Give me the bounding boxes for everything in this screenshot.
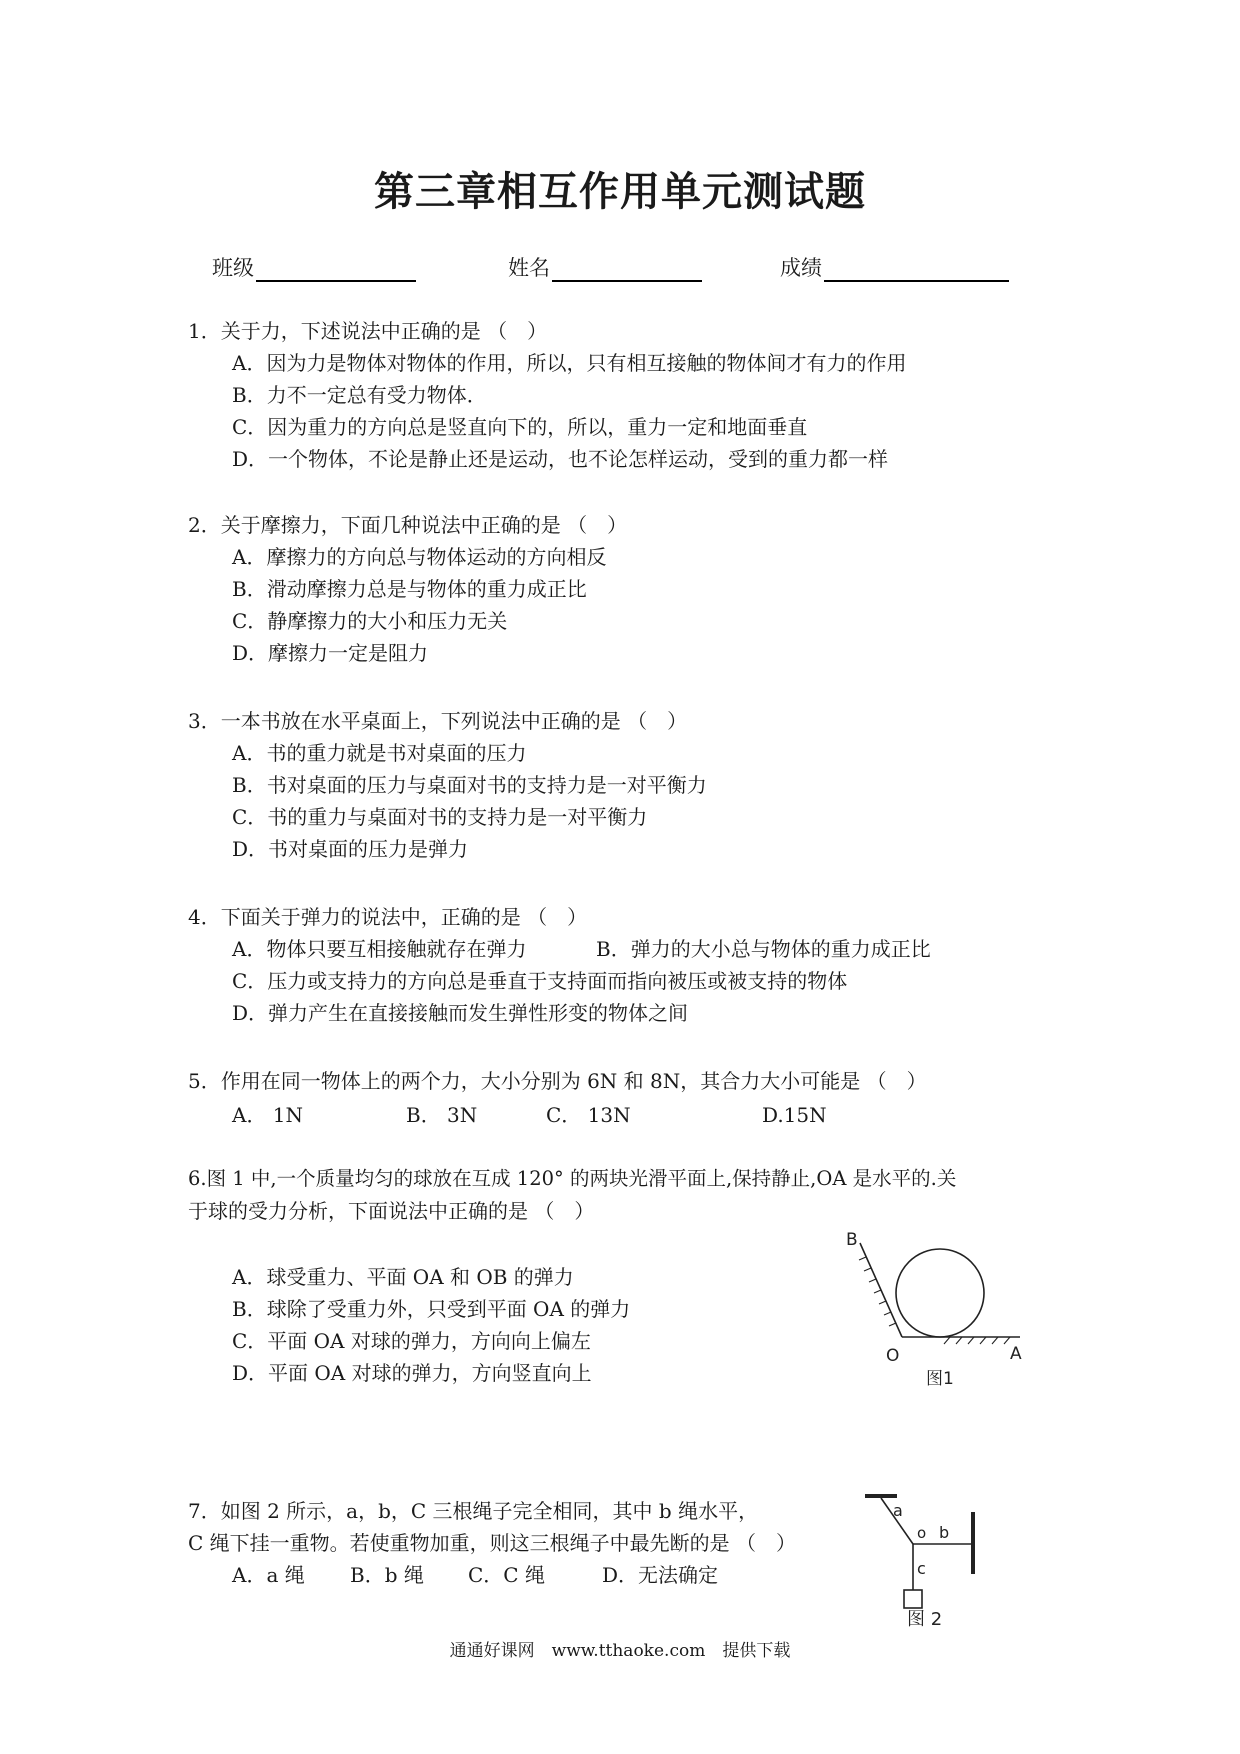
- question-5-option-a: A． 1N: [232, 1103, 304, 1127]
- question-7-option-d: D．无法确定: [602, 1563, 719, 1587]
- page-footer: 通通好课网 www.tthaoke.com 提供下载: [449, 1641, 791, 1661]
- figure-1-label-o: O: [886, 1346, 900, 1366]
- score-blank[interactable]: [824, 260, 1009, 282]
- question-3-option-d: D．书对桌面的压力是弹力: [232, 837, 469, 861]
- figure-2-rope-system: [855, 1490, 995, 1630]
- question-6-option-b: B．球除了受重力外，只受到平面 OA 的弹力: [232, 1297, 631, 1321]
- question-6-option-d: D．平面 OA 对球的弹力，方向竖直向上: [232, 1361, 592, 1385]
- figure-1-ball-on-planes: [840, 1225, 1040, 1395]
- question-7-option-c: C．C 绳: [468, 1563, 545, 1587]
- figure-2-caption: 图 2: [907, 1609, 943, 1630]
- figure-2-label-a: a: [893, 1501, 903, 1520]
- question-7-stem-line1: 7．如图 2 所示，a，b，C 三根绳子完全相同，其中 b 绳水平，: [188, 1499, 759, 1523]
- question-1-option-c: C．因为重力的方向总是竖直向下的，所以，重力一定和地面垂直: [232, 415, 808, 439]
- figure-2-label-b: b: [939, 1523, 950, 1542]
- hatch-ob: [859, 1257, 896, 1326]
- question-3-option-b: B．书对桌面的压力与桌面对书的支持力是一对平衡力: [232, 773, 707, 797]
- question-5-option-d: D.15N: [762, 1103, 827, 1127]
- question-3-stem: 3．一本书放在水平桌面上，下列说法中正确的是 （ ）: [188, 709, 688, 733]
- class-label: 班级: [212, 256, 254, 280]
- question-4-option-b: B．弹力的大小总与物体的重力成正比: [596, 937, 931, 961]
- question-3-option-c: C．书的重力与桌面对书的支持力是一对平衡力: [232, 805, 648, 829]
- question-6-stem-line1: 6.图 1 中,一个质量均匀的球放在互成 120° 的两块光滑平面上,保持静止,OA 是水平的.关: [188, 1167, 957, 1190]
- question-4-option-c: C．压力或支持力的方向总是垂直于支持面而指向被压或被支持的物体: [232, 969, 848, 993]
- figure-1-label-a: A: [1010, 1344, 1022, 1364]
- question-1-stem: 1．关于力，下述说法中正确的是 （ ）: [188, 319, 548, 343]
- name-field: [508, 252, 702, 282]
- question-2-option-a: A．摩擦力的方向总与物体运动的方向相反: [232, 545, 607, 569]
- figure-2-label-c: c: [917, 1559, 926, 1578]
- question-2-stem: 2．关于摩擦力，下面几种说法中正确的是 （ ）: [188, 513, 628, 537]
- class-blank[interactable]: [256, 260, 416, 282]
- question-7-option-b: B．b 绳: [350, 1563, 424, 1587]
- question-5-stem: 5．作用在同一物体上的两个力，大小分别为 6N 和 8N，其合力大小可能是 （ ）: [188, 1069, 927, 1093]
- question-4-option-a: A．物体只要互相接触就存在弹力: [232, 937, 527, 961]
- question-2-option-d: D．摩擦力一定是阻力: [232, 641, 429, 665]
- question-7-stem-line2: C 绳下挂一重物。若使重物加重，则这三根绳子中最先断的是 （ ）: [188, 1531, 797, 1555]
- question-2-option-b: B．滑动摩擦力总是与物体的重力成正比: [232, 577, 587, 601]
- name-blank[interactable]: [552, 260, 702, 282]
- question-3-option-a: A．书的重力就是书对桌面的压力: [232, 741, 527, 765]
- figure-1-label-b: B: [846, 1230, 858, 1250]
- weight-block: [904, 1590, 922, 1608]
- question-1-option-d: D．一个物体，不论是静止还是运动，也不论怎样运动，受到的重力都一样: [232, 447, 889, 471]
- score-field: [780, 252, 1009, 282]
- question-2-option-c: C．静摩擦力的大小和压力无关: [232, 609, 508, 633]
- question-5-option-c: C． 13N: [546, 1103, 631, 1127]
- question-4-option-d: D．弹力产生在直接接触而发生弹性形变的物体之间: [232, 1001, 689, 1025]
- question-1-option-b: B．力不一定总有受力物体．: [232, 383, 487, 407]
- question-6-option-a: A．球受重力、平面 OA 和 OB 的弹力: [232, 1265, 574, 1289]
- question-5-option-b: B． 3N: [406, 1103, 478, 1127]
- ball: [896, 1249, 984, 1337]
- question-4-stem: 4．下面关于弹力的说法中，正确的是 （ ）: [188, 905, 588, 929]
- page-title: 第三章相互作用单元测试题: [374, 168, 866, 215]
- question-1-option-a: A．因为力是物体对物体的作用，所以，只有相互接触的物体间才有力的作用: [232, 351, 907, 375]
- figure-1-caption: 图1: [926, 1369, 954, 1389]
- name-label: 姓名: [508, 256, 550, 280]
- class-field: [212, 252, 416, 282]
- figure-2-label-o: o: [917, 1524, 927, 1542]
- score-label: 成绩: [780, 256, 822, 280]
- hatch-oa: [944, 1337, 1010, 1344]
- question-6-stem-line2: 于球的受力分析，下面说法中正确的是 （ ）: [188, 1199, 595, 1223]
- question-6-option-c: C．平面 OA 对球的弹力，方向向上偏左: [232, 1329, 591, 1353]
- question-7-option-a: A．a 绳: [232, 1563, 305, 1587]
